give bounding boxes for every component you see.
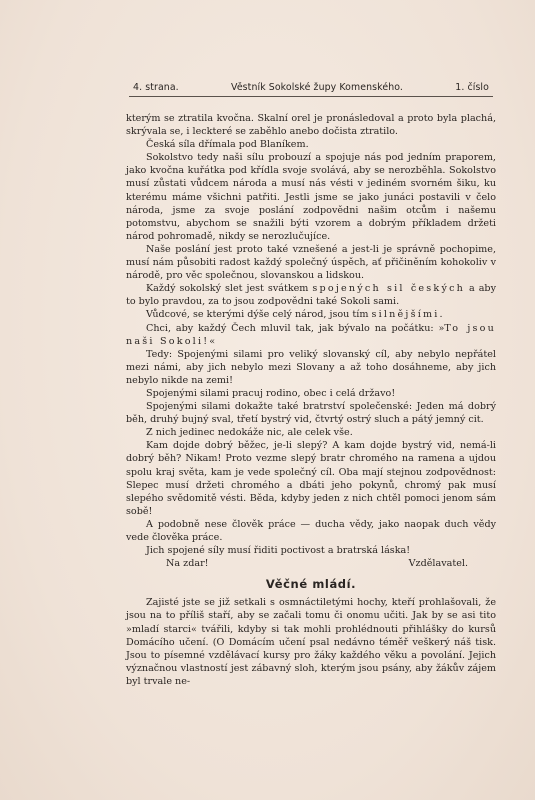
paragraph: Česká síla dřímala pod Blaníkem. (146, 139, 309, 151)
text-run: « (209, 335, 216, 347)
paragraph (126, 282, 496, 308)
signature-author: Vzdělavatel. (408, 558, 468, 570)
issue-number: 1. číslo (455, 82, 489, 93)
text-run: a aby to bylo pravdou, za to jsou zodpovědni také Sokoli sami. (126, 283, 496, 308)
paragraph: kterým se ztratila kvočna. Skalní orel je pronásledoval a proto byla plachá, skrývala se, i leckteré se zaběhlo anebo dočista ztratilo. (126, 113, 496, 138)
paragraph: A podobně nese člověk práce — ducha vědy, jako naopak duch vědy vede člověka práce. (126, 518, 496, 543)
paragraph: Spojenými silami pracuj rodino, obec i celá državo! (146, 387, 396, 399)
paragraph: Spojenými silami dokažte také bratrství společenské: Jeden má dobrý běh, druhý bujný sval, třetí bystrý vid, čtvrtý ostrý sluch a pátý jemný cit. (126, 401, 496, 426)
spaced-text: spojených sil českých (312, 283, 466, 295)
page-number: 4. strana. (133, 82, 179, 93)
signature-greeting: Na zdar! (166, 558, 209, 570)
text-run: Chci, aby každý Čech mluvil tak, jak bývalo na počátku: » (146, 322, 445, 334)
paragraph: Kam dojde dobrý běžec, je-li slepý? A kam dojde bystrý vid, nemá-li dobrý běh? Nikam! Proto vezme slepý bratr chromého na ramena a ujdou spolu kraj světa, kam je vede společný cíl. Oba mají stejnou zodpovědnost: Slepec musí držeti chromého a dbáti jeho pokynů, chromý pak musí slepého svědomitě vésti. Běda, kdyby jeden z nich chtěl pomoci jenom sám sobě! (126, 440, 496, 517)
paragraph: Zajisté jste se již setkali s osmnáctiletými hochy, kteří prohlašovali, že jsou na to příliš staří, aby se začali tomu či onomu učiti. Jak by se asi tito »mladí starci« tvářili, kdyby si tak mohli prohlédnouti přihlášky do kursů Domácího učení. (O Domácím učení psal nedávno téměř veškerý náš tisk. Jsou to písemné vzdělávací kursy pro žáky každého věku a povolání. Jejich význačnou vlastností jest zábavný sloh, kterým jsou psány, aby žákův zájem byl trvale ne- (126, 597, 496, 687)
section-title: Věčné mládí. (265, 577, 357, 592)
paragraph (126, 322, 496, 348)
paragraph: Tedy: Spojenými silami pro veliký slovanský cíl, aby nebylo nepřátel mezi námi, aby jich nebylo mezi Slovany a až toho dosáhneme, aby jich nebylo nikde na zemi! (126, 348, 496, 386)
paragraph: Jich spojené síly musí řiditi poctivost a bratrská láska! (146, 545, 411, 557)
paragraph: Sokolstvo tedy naši sílu probouzí a spojuje nás pod jedním praporem, jako kvočna kuřátka pod křídla svoje svolává, aby se nerozběhla. Sokolstvo musí zůstati vůdcem národa a musí nás vésti v jediném svorném šiku, ku kterému máme všichni patřiti. Jestli jsme se jako junáci postavili v čelo národa, jsme za svoje poslání zodpovědni našim otcům i našemu potomstvu, abychom se snažili býti vzorem a dobrým příkladem držeti národ pohromadě, nikdy se nerozlučujíce. (126, 152, 496, 242)
article-body (126, 112, 496, 688)
journal-title: Věstník Sokolské župy Komenského. (231, 82, 403, 93)
text-run: Každý sokolský slet jest svátkem (146, 283, 313, 295)
paragraph (126, 308, 496, 321)
paragraph: Naše poslání jest proto také vznešené a jest-li je správně pochopime, musí nám působiti radost každý společný úspěch, ať přičiněním kohokoliv v národě, pro věc společnou, slovanskou a lidskou. (126, 243, 496, 282)
paragraph: Z nich jedinec nedokáže nic, ale celek vše. (146, 427, 353, 439)
page-header (133, 82, 489, 93)
spaced-text: To jsou naši Sokoli! (126, 322, 497, 347)
spaced-text: silnějšími. (371, 309, 445, 321)
text-run: Vůdcové, se kterými dýše celý národ, jsou tím (146, 309, 372, 321)
signature-line (126, 557, 496, 570)
header-rule (129, 96, 493, 97)
